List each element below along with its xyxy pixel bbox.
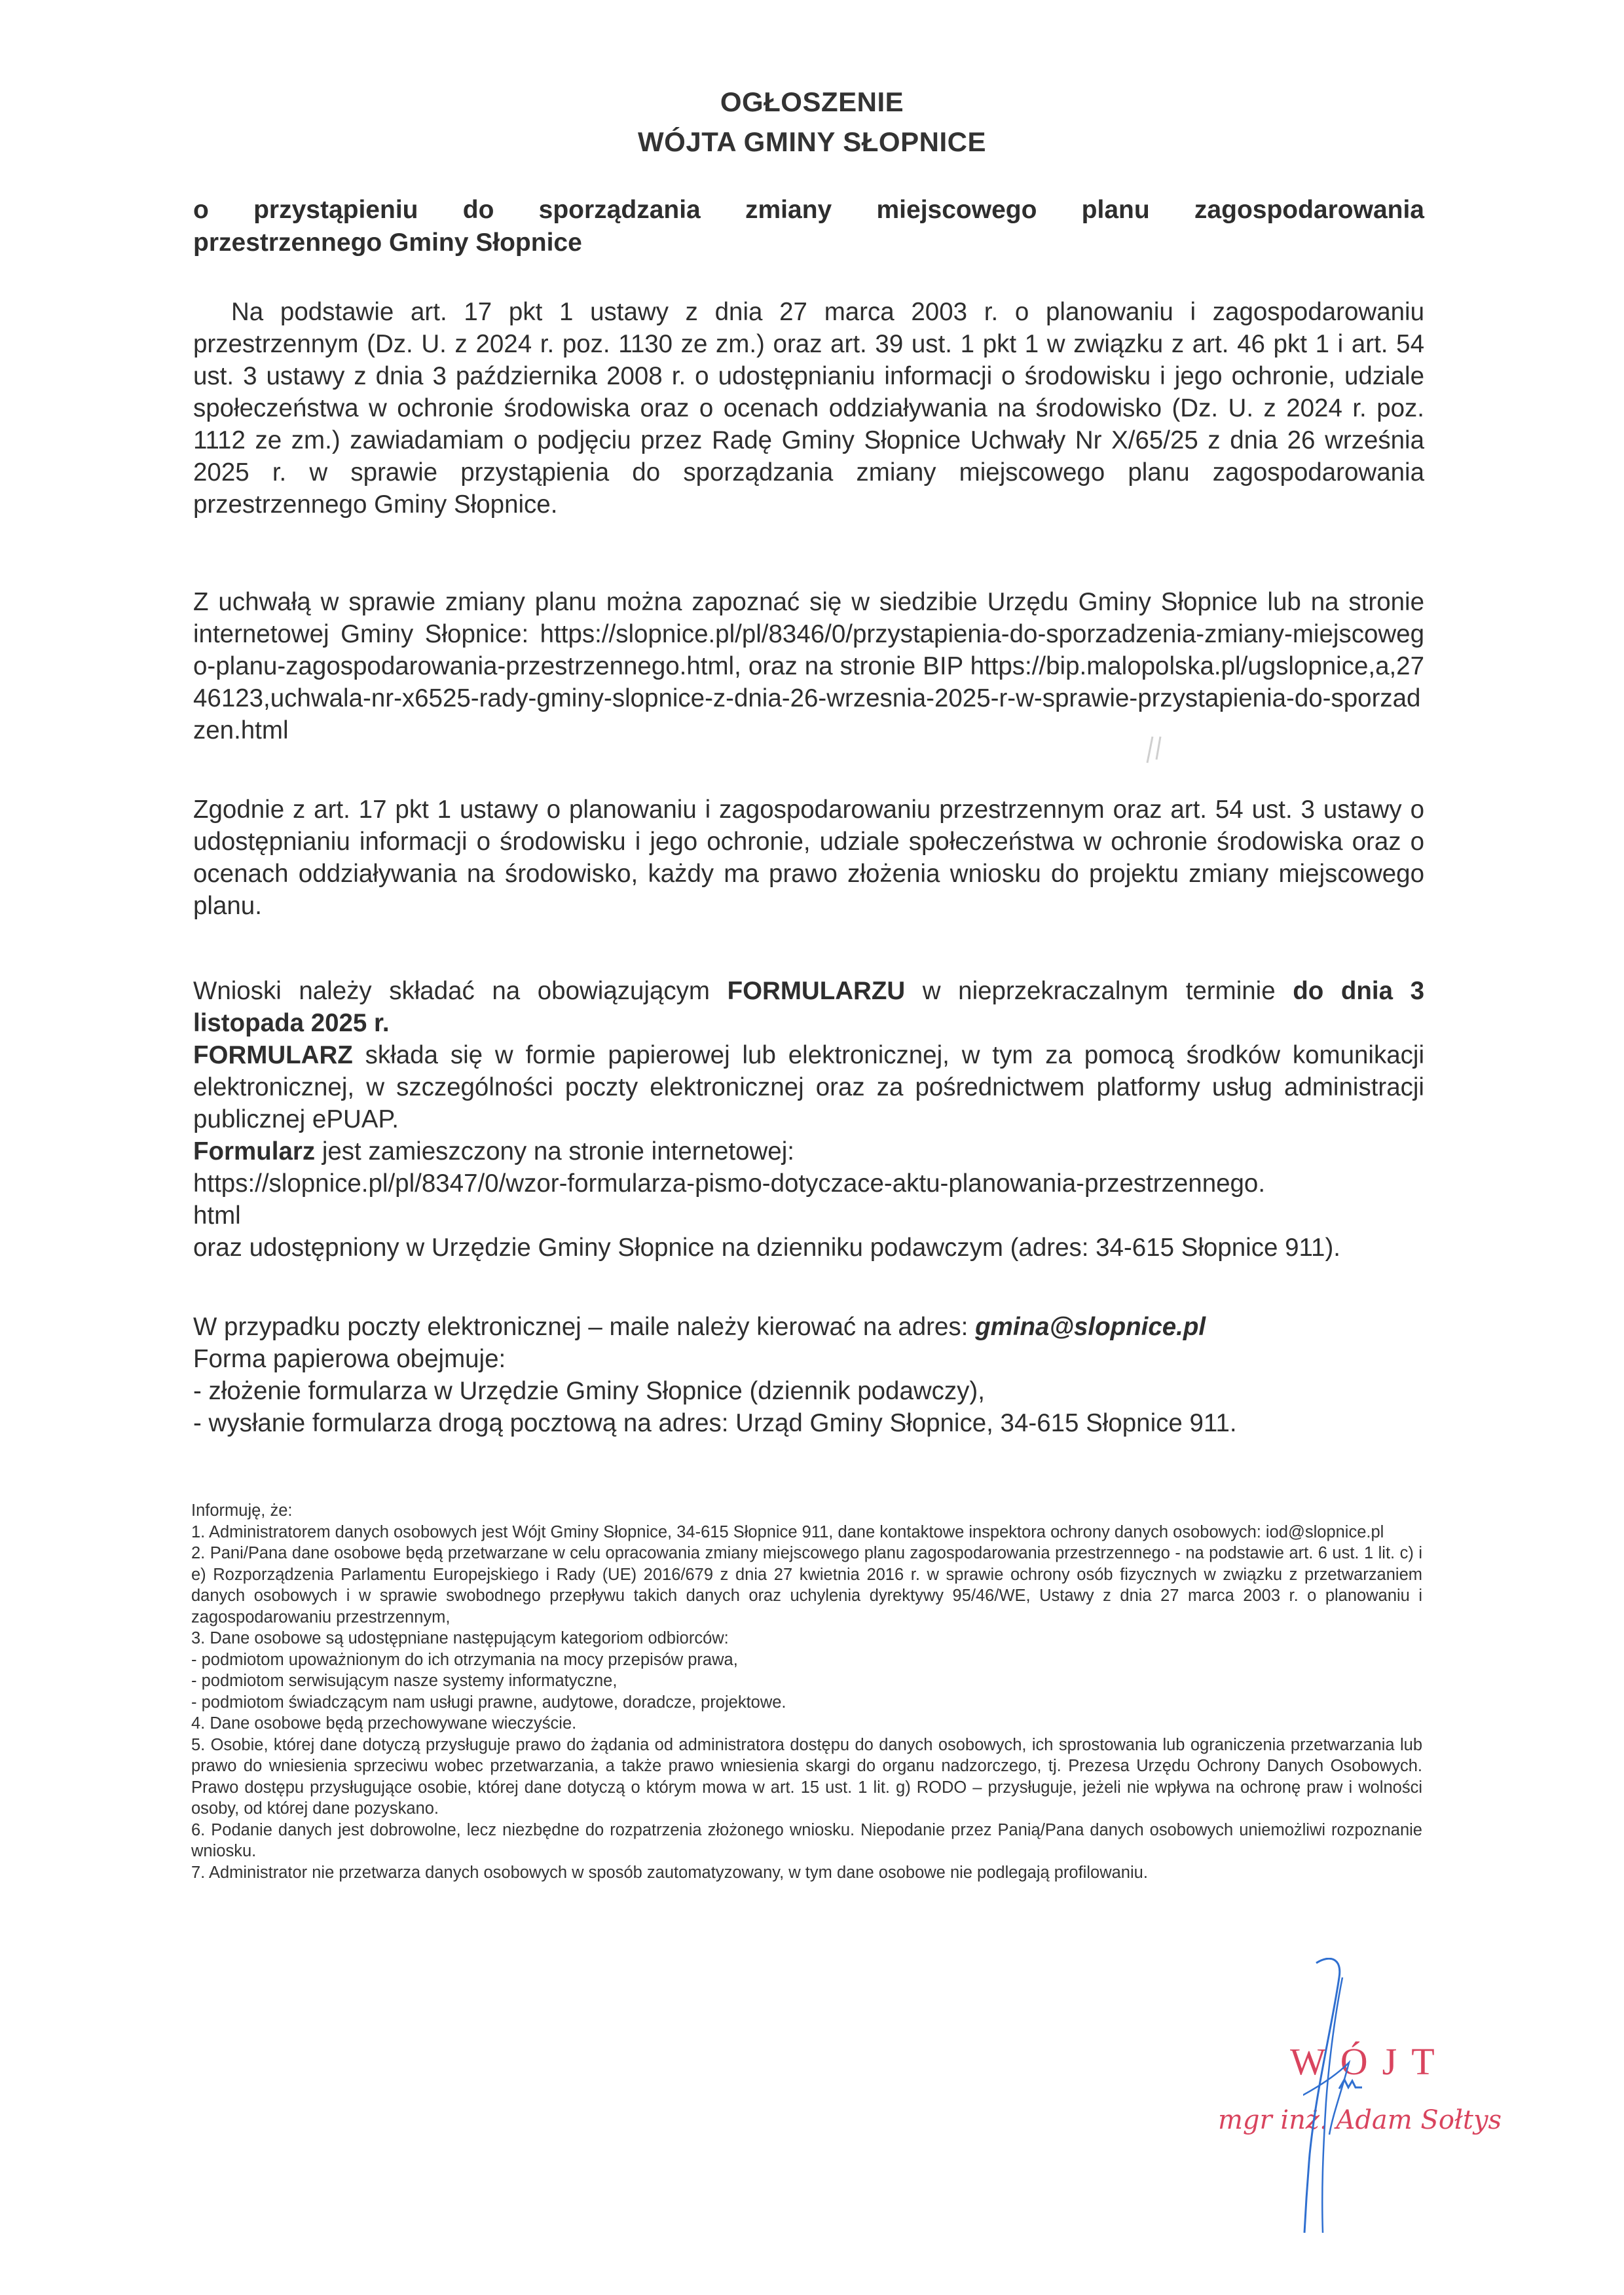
right-to-submit-text: Zgodnie z art. 17 pkt 1 ustawy o planowaniu i zagospodarowaniu przestrzennym oraz art. 54 ust. 3 ustawy o udostępnianiu informacji o środowisku i jego ochronie, udziale społeczeństwa w ochronie środowiska oraz o ocenach oddziaływania na środowisko, każdy ma prawo złożenia wniosku do projektu zmiany miejscowego planu.: [193, 796, 1424, 920]
right-to-submit-paragraph: [193, 794, 1424, 922]
gdpr-subitem: - podmiotom świadczącym nam usługi prawne, audytowe, doradcze, projektowe.: [191, 1693, 786, 1712]
official-stamp: [1198, 2040, 1513, 2184]
municipality-website-link[interactable]: https://slopnice.pl/pl/8346/0/przystapienia-do-sporzadzenia-zmiany-miejscowego-planu-zagospodarowania-przestrzennego.html: [193, 620, 1424, 680]
paper-method-item: - złożenie formularza w Urzędzie Gminy Słopnice (dziennik podawczy),: [193, 1377, 985, 1405]
bip-intro-text: , oraz na stronie BIP: [734, 652, 963, 680]
scan-artifact-icon: [1139, 733, 1172, 766]
stamp-title: WÓJT: [1290, 2040, 1449, 2083]
gdpr-item: 6. Podanie danych jest dobrowolne, lecz niezbędne do rozpatrzenia złożonego wniosku. Niepodanie przez Panią/Pana danych osobowych uniemożliwi rozpoznanie wniosku.: [191, 1820, 1422, 1860]
stamp-official-name: mgr inż. Adam Sołtys: [1218, 2105, 1502, 2135]
gdpr-item: 4. Dane osobowe będą przechowywane wieczyście.: [191, 1714, 577, 1733]
delivery-methods: [193, 1311, 1424, 1439]
gdpr-item: 7. Administrator nie przetwarza danych osobowych w sposób zautomatyzowany, w tym dane osobowe nie podlegają profilowaniu.: [191, 1863, 1148, 1882]
gdpr-item: 3. Dane osobowe są udostępniane następującym kategoriom odbiorców:: [191, 1629, 729, 1647]
bip-resolution-link[interactable]: https://bip.malopolska.pl/ugslopnice,a,2746123,uchwala-nr-x6525-rady-gminy-slopnice-z-dnia-26-wrzesnia-2025-r-w-sprawie-przystapienia-do-sporzadzen.html: [193, 652, 1424, 744]
gdpr-intro: Informuję, że:: [191, 1501, 293, 1520]
gdpr-subitem: - podmiotom serwisującym nasze systemy informatyczne,: [191, 1672, 618, 1690]
subject-line-2: przestrzennego Gminy Słopnice: [193, 229, 582, 257]
legal-basis-text: Na podstawie art. 17 pkt 1 ustawy z dnia 27 marca 2003 r. o planowaniu i zagospodarowaniu przestrzennym (Dz. U. z 2024 r. poz. 1130 ze zm.) oraz art. 39 ust. 1 pkt 1 w związku z art. 46 pkt 1 i art. 54 ust. 3 ustawy z dnia 3 października 2008 r. o udostępnianiu informacji o środowisku i jego ochronie, udziale społeczeństwa w ochronie środowiska oraz o ocenach oddziaływania na środowisko (Dz. U. z 2024 r. poz. 1112 ze zm.) zawiadamiam o podjęciu przez Radę Gminy Słopnice Uchwały Nr X/65/25 z dnia 26 września 2025 r. w sprawie przystąpienia do sporządzania zmiany miejscowego planu zagospodarowania przestrzennego Gminy Słopnice.: [193, 298, 1424, 519]
document-issuer: WÓJTA GMINY SŁOPNICE: [638, 126, 986, 157]
submission-instructions: [193, 975, 1424, 1264]
gdpr-item: 2. Pani/Pana dane osobowe będą przetwarzane w celu opracowania zmiany miejscowego planu zagospodarowania przestrzennego - na podstawie art. 6 ust. 1 lit. c) i e) Rozporządzenia Parlamentu Europejskiego i Rady (UE) 2016/679 z dnia 27 kwietnia 2016 r. w sprawie ochrony osób fizycznych w związku z przetwarzaniem danych osobowych i w sprawie swobodnego przepływu takich danych oraz uchylenia dyrektywy 95/46/WE, Ustawy z dnia 27 marca 2003 r. o planowaniu i zagospodarowaniu przestrzennym,: [191, 1544, 1422, 1626]
form-submission-methods: składa się w formie papierowej lub elektronicznej, w tym za pomocą środków komunikacji elektronicznej, w szczególności poczty elektronicznej oraz za pośrednictwem platformy usług administracji publicznej ePUAP.: [193, 1041, 1424, 1133]
document-title: OGŁOSZENIE: [720, 86, 904, 117]
document-subject: [193, 194, 1424, 259]
email-intro: W przypadku poczty elektronicznej – maile należy kierować na adres:: [193, 1313, 969, 1341]
resolution-access-paragraph: [193, 586, 1424, 746]
gdpr-subitem: - podmiotom upoważnionym do ich otrzymania na mocy przepisów prawa,: [191, 1650, 738, 1669]
form-keyword: FORMULARZU: [727, 977, 906, 1005]
resolution-access-text: Z uchwałą w sprawie zmiany planu można zapoznać się w siedzibie Urzędu Gminy Słopnice lub na stronie internetowej Gminy Słopnice:: [193, 588, 1424, 648]
paper-method-item: - wysłanie formularza drogą pocztową na adres: Urząd Gminy Słopnice, 34-615 Słopnice 911.: [193, 1409, 1237, 1437]
submission-intro: Wnioski należy składać na obowiązującym: [193, 977, 710, 1005]
subject-line-1: o przystąpieniu do sporządzania zmiany miejscowego planu zagospodarowania: [193, 196, 1424, 224]
form-location-text: jest zamieszczony na stronie internetowej:: [322, 1137, 794, 1166]
gdpr-item: 5. Osobie, której dane dotyczą przysługuje prawo do żądania od administratora dostępu do danych osobowych, ich sprostowania lub ograniczenia przetwarzania lub prawo do wniesienia sprzeciwu wobec przetwarzania, a także prawo wniesienia skargi do organu nadzorczego, tj. Prezesa Urzędu Ochrony Danych Osobowych. Prawo dostępu przysługujące osobie, której dane dotyczą o którym mowa w art. 15 ust. 1 lit. g) RODO – przysługuje, jeżeli nie wpływa na ochronę praw i wolności osoby, od której dane pozyskano.: [191, 1735, 1422, 1818]
form-template-link[interactable]: https://slopnice.pl/pl/8347/0/wzor-formularza-pismo-dotyczace-aktu-planowania-przestrzennego.html: [193, 1169, 1266, 1230]
form-keyword-2: FORMULARZ: [193, 1041, 353, 1069]
form-office-text: oraz udostępniony w Urzędzie Gminy Słopnice na dzienniku podawczym (adres: 34-615 Słopnice 911).: [193, 1234, 1340, 1262]
legal-basis-paragraph: [193, 296, 1424, 521]
gdpr-information-clause: [191, 1500, 1422, 1883]
deadline-intro: w nieprzekraczalnym terminie: [922, 977, 1276, 1005]
municipality-email-link[interactable]: gmina@slopnice.pl: [975, 1313, 1206, 1341]
form-keyword-3: Formularz: [193, 1137, 316, 1166]
gdpr-item: 1. Administratorem danych osobowych jest Wójt Gminy Słopnice, 34-615 Słopnice 911, dane kontaktowe inspektora ochrony danych osobowych: iod@slopnice.pl: [191, 1522, 1384, 1541]
submission-deadline: do dnia 3 listopada 2025 r.: [193, 977, 1424, 1037]
paper-form-intro: Forma papierowa obejmuje:: [193, 1345, 506, 1373]
